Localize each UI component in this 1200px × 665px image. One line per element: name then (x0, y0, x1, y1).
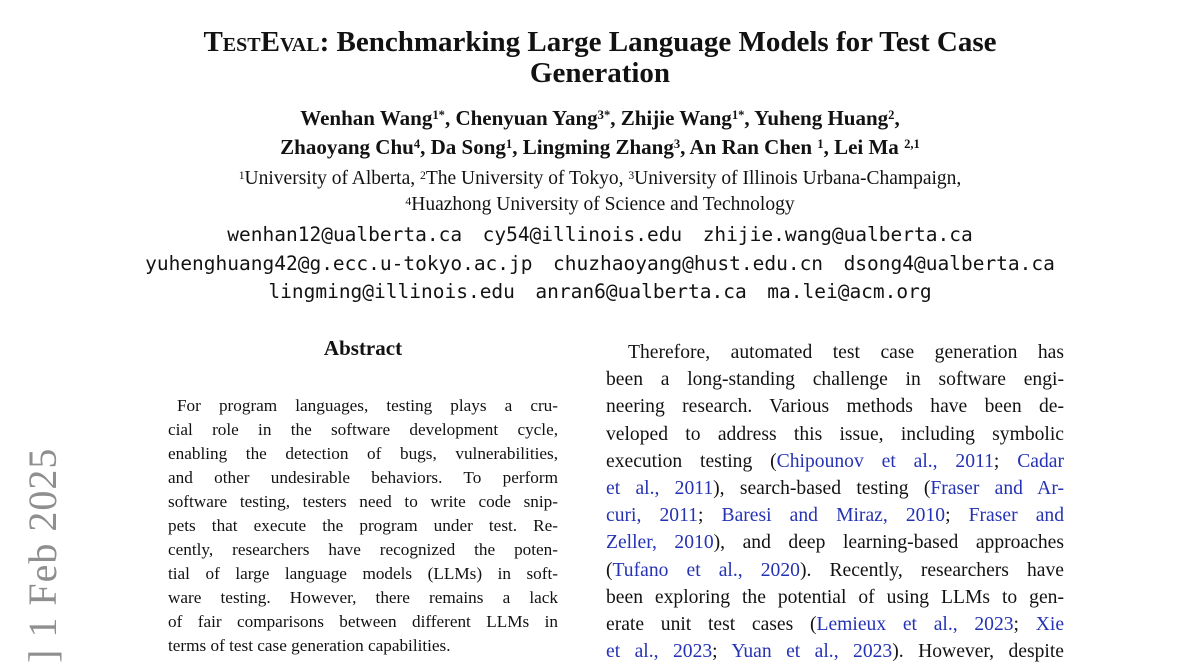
right-column (606, 339, 1064, 665)
text-line (168, 418, 558, 442)
text-line (606, 366, 1064, 393)
citation-link[interactable]: et al., 2011 (606, 478, 714, 500)
text-line (0, 250, 1200, 279)
text-run: University of Alberta, (244, 168, 421, 189)
text-line (168, 490, 558, 514)
text-run: University of Illinois Urbana-Champaign, (634, 168, 962, 189)
text-run: Generation (529, 57, 671, 89)
left-column (168, 336, 558, 658)
text-run: pets that execute the program under test. Re- (168, 516, 558, 535)
text-line (0, 58, 1200, 89)
text-run: ; (993, 450, 1018, 472)
text-run: For program languages, testing plays a cru- (177, 396, 558, 415)
text-run: enabling the detection of bugs, vulnerabilities, (168, 444, 558, 463)
text-run: of fair comparisons between different LLMs in (168, 612, 558, 631)
citation-link[interactable]: Tufano et al., 2020 (612, 559, 800, 581)
abstract-heading: Abstract (323, 336, 403, 360)
abstract-body (168, 394, 558, 658)
superscript-marker: 4 (413, 137, 421, 152)
text-run: , Lingming Zhang (512, 135, 674, 159)
text-run: been a long-standing challenge in software engi- (606, 369, 1064, 391)
text-run: , Lei Ma (823, 135, 905, 159)
superscript-marker: 3* (597, 108, 611, 123)
affiliations (0, 166, 1200, 218)
text-run: , Da Song (420, 135, 506, 159)
text-line (168, 610, 558, 634)
text-line (168, 466, 558, 490)
text-run: Zhaoyang Chu (280, 135, 414, 159)
text-run: execution testing ( (606, 450, 777, 472)
superscript-marker: 1 (505, 137, 513, 152)
superscript-marker: 1 (817, 137, 824, 152)
authors (0, 104, 1200, 162)
text-line (0, 133, 1200, 162)
text-run: Huazhong University of Science and Technology (411, 194, 795, 215)
citation-link[interactable]: Fraser and (968, 505, 1064, 527)
text-line (606, 584, 1064, 611)
superscript-marker: 2 (420, 168, 426, 182)
text-run: , (894, 106, 900, 130)
text-run: wenhan12@ualberta.ca cy54@illinois.edu zhijie.wang@ualberta.ca (227, 223, 973, 246)
text-line (168, 514, 558, 538)
text-run: terms of test case generation capabilities. (168, 636, 451, 655)
text-run: cial role in the software development cycle, (168, 420, 558, 439)
text-line (606, 421, 1064, 448)
text-line (606, 557, 1064, 584)
text-line (0, 27, 1200, 58)
text-line (0, 192, 1200, 218)
author-emails (0, 221, 1200, 307)
text-run: ; (712, 641, 732, 663)
text-run: Wenhan Wang (300, 106, 433, 130)
text-line (0, 221, 1200, 250)
text-line (0, 104, 1200, 133)
citation-link[interactable]: Lemieux et al., 2023 (816, 614, 1014, 636)
text-run: ; (697, 505, 722, 527)
text-line (606, 529, 1064, 556)
superscript-marker: 3 (673, 137, 681, 152)
text-line (168, 634, 558, 658)
superscript-marker: 2,1 (904, 137, 920, 152)
text-run: ware testing. However, there remains a lack (168, 588, 558, 607)
text-line (606, 502, 1064, 529)
text-run: veloped to address this issue, including symbolic (606, 423, 1064, 445)
citation-link[interactable]: Yuan et al., 2023 (731, 641, 893, 663)
citation-link[interactable]: Fraser and Ar- (930, 478, 1064, 500)
text-run: cently, researchers have recognized the poten- (168, 540, 558, 559)
text-run: ), and deep learning-based approaches (713, 532, 1064, 554)
text-run: ), search-based testing ( (713, 478, 931, 500)
text-line (606, 339, 1064, 366)
text-run: yuhenghuang42@g.ecc.u-tokyo.ac.jp chuzhaoyang@hust.edu.cn dsong4@ualberta.ca (145, 251, 1055, 275)
citation-link[interactable]: Xie (1035, 614, 1065, 636)
text-run: : Benchmarking Large Language Models for Test Case (319, 26, 997, 58)
text-line (168, 586, 558, 610)
text-line (168, 394, 558, 418)
text-run: ). Recently, researchers have (799, 559, 1064, 581)
superscript-marker: 4 (405, 194, 412, 208)
superscript-marker: 2 (888, 108, 895, 123)
citation-link[interactable]: Chipounov et al., 2011 (776, 450, 994, 472)
text-run: tial of large language models (LLMs) in soft- (168, 564, 558, 583)
text-run: erate unit test cases ( (606, 614, 817, 636)
text-run: ; (945, 505, 969, 527)
superscript-marker: 1* (432, 108, 445, 123)
text-run: , Yuheng Huang (744, 106, 889, 130)
text-line (0, 166, 1200, 192)
citation-link[interactable]: Zeller, 2010 (606, 532, 714, 554)
text-run: lingming@illinois.edu anran6@ualberta.ca ma.lei@acm.org (268, 280, 932, 303)
text-run: , An Ran Chen (680, 135, 818, 159)
superscript-marker: 1 (238, 168, 245, 182)
text-line (168, 538, 558, 562)
text-line (168, 562, 558, 586)
text-line (606, 393, 1064, 420)
text-line (606, 448, 1064, 475)
smallcaps-system-name: TestEval (203, 26, 320, 58)
text-run: neering research. Various methods have been de- (606, 396, 1064, 418)
citation-link[interactable]: Baresi and Miraz, 2010 (721, 505, 946, 527)
superscript-marker: 1* (731, 108, 745, 123)
text-line (0, 278, 1200, 307)
text-run: ( (606, 559, 613, 581)
text-run: software testing, testers need to write code snip- (168, 492, 558, 511)
text-line (606, 611, 1064, 638)
text-line (606, 638, 1064, 665)
text-run: , Zhijie Wang (610, 106, 732, 130)
citation-link[interactable]: et al., 2023 (606, 641, 713, 663)
arxiv-watermark: ] 1 Feb 2025 (20, 447, 65, 663)
citation-link[interactable]: Cadar (1017, 450, 1065, 472)
text-run: and other undesirable behaviors. To perform (168, 468, 558, 487)
text-line (606, 475, 1064, 502)
citation-link[interactable]: curi, 2011 (606, 505, 698, 527)
text-run: The University of Tokyo, (425, 168, 629, 189)
text-line (168, 442, 558, 466)
text-run: ). However, despite (892, 641, 1064, 663)
text-run: ; (1013, 614, 1036, 636)
text-run: Therefore, automated test case generation has (628, 342, 1064, 363)
superscript-marker: 3 (628, 168, 635, 182)
text-run: been exploring the potential of using LLMs to gen- (606, 586, 1064, 608)
text-run: , Chenyuan Yang (444, 106, 598, 130)
paper-title (0, 27, 1200, 89)
